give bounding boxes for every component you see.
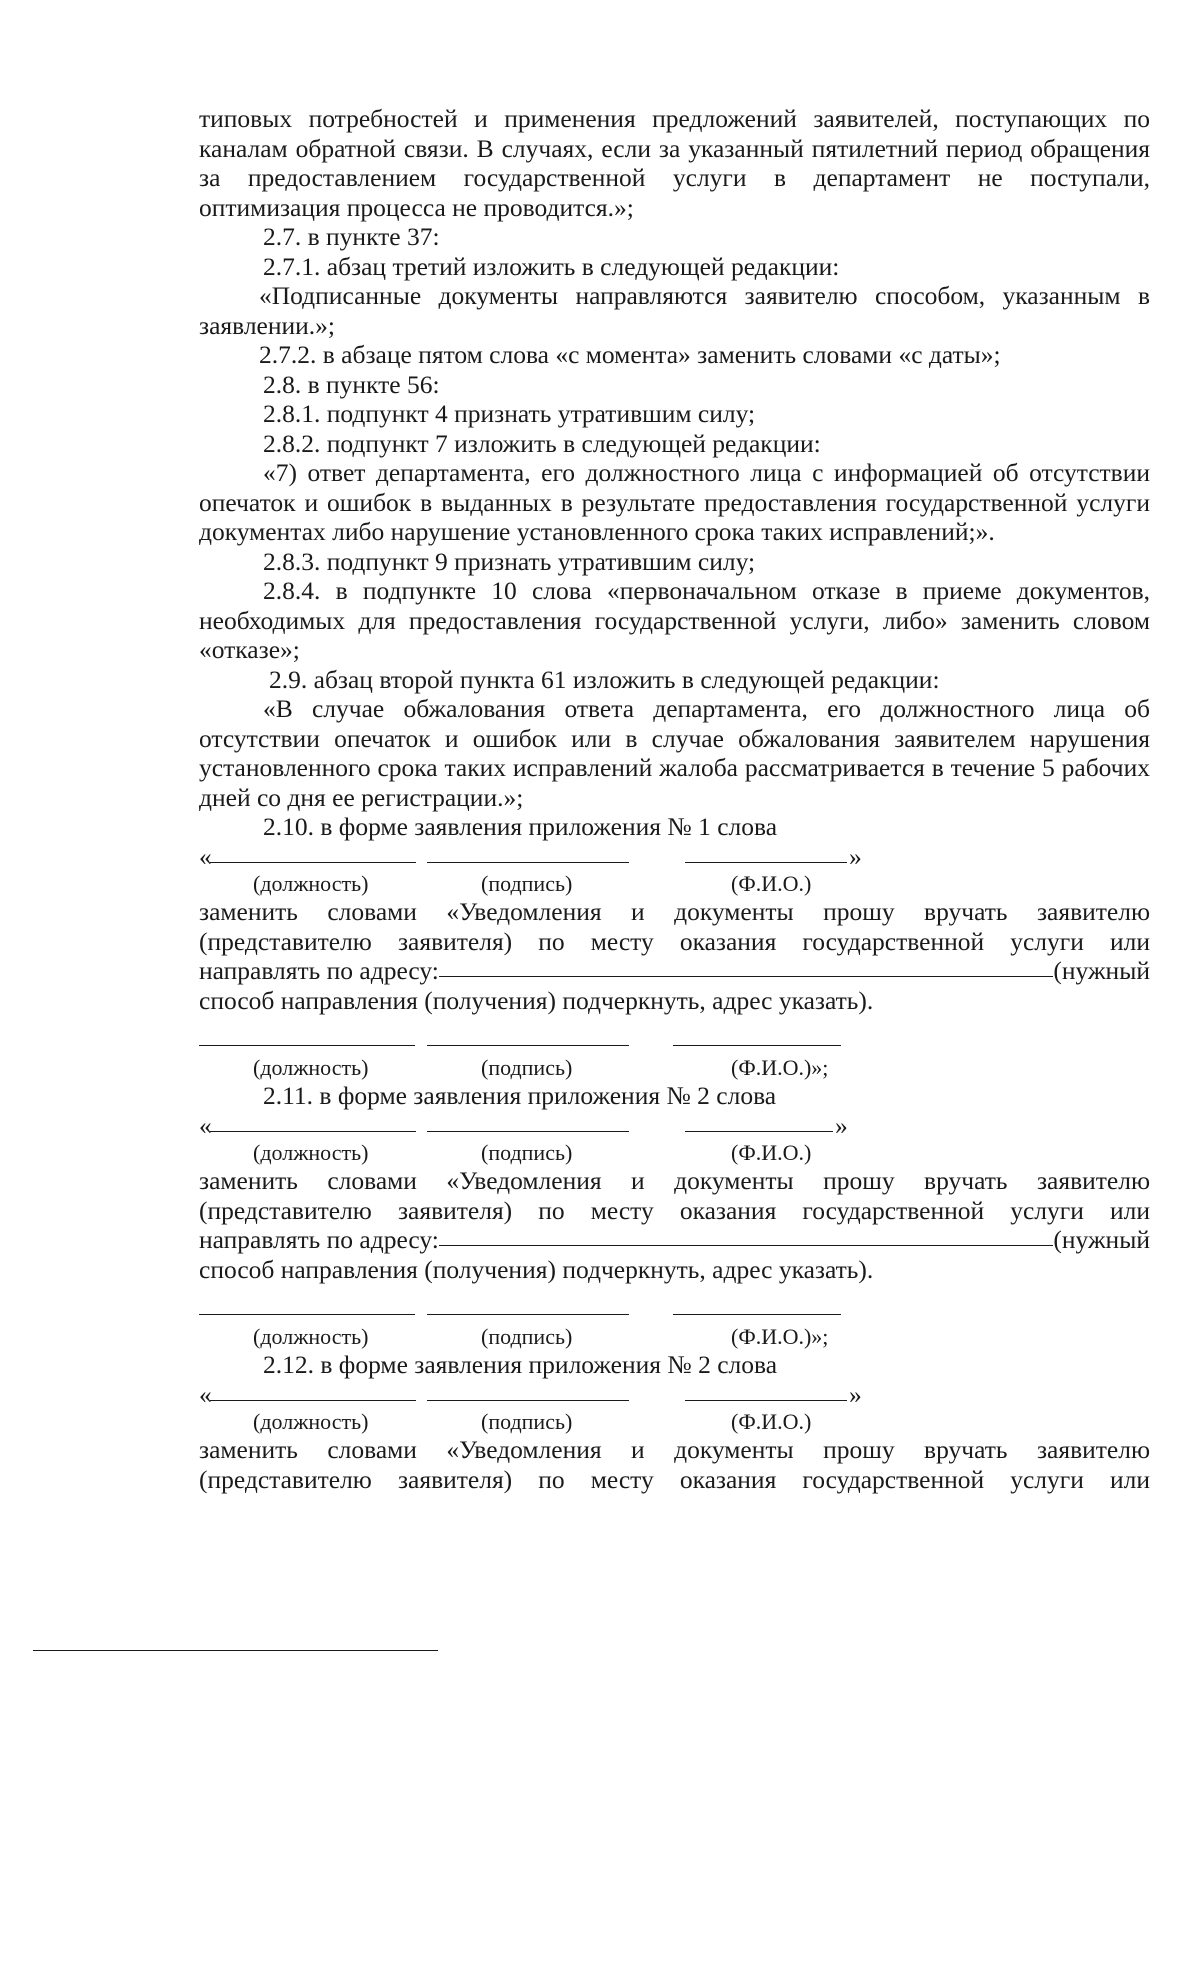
fio-blank-line: [685, 1400, 847, 1401]
document-page: [199, 104, 1150, 1494]
item-2-7-1-text: «Подписанные документы направляются заявителю способом, указанным в заявлении.»;: [199, 281, 1150, 340]
address-suffix: (нужный: [1053, 1225, 1150, 1254]
signature-caption-row: [199, 1055, 1150, 1081]
signature-blank-line: [427, 1314, 629, 1315]
signature-blank-line: [427, 1400, 629, 1401]
fio-blank-line: [685, 1131, 833, 1132]
address-line: [199, 1225, 1150, 1255]
address-line: [199, 956, 1150, 986]
signature-caption: (подпись): [481, 1409, 573, 1434]
footnote-separator-rule: [33, 1650, 438, 1651]
item-2-12: 2.12. в форме заявления приложения № 2 слова: [263, 1350, 778, 1379]
position-blank-line: [210, 1131, 416, 1132]
replace-text: заменить словами «Уведомления и документы прошу вручать заявителю (представителю заявителя) по месту оказания государственной услуги или: [199, 1166, 1150, 1225]
position-caption: (должность): [253, 1409, 369, 1434]
signature-caption-row: [199, 871, 1150, 897]
signature-caption-row: [199, 1140, 1150, 1166]
item-2-10: 2.10. в форме заявления приложения № 1 слова: [263, 812, 778, 841]
address-suffix: (нужный: [1053, 956, 1150, 985]
item-2-7-2: 2.7.2. в абзаце пятом слова «с момента» заменить словами «с даты»;: [259, 340, 1001, 369]
signature-line-row: [199, 1380, 1150, 1410]
fio-blank-line: [673, 1045, 841, 1046]
signature-blank-line: [427, 862, 629, 863]
position-blank-line: [199, 1045, 415, 1046]
fio-blank-line: [673, 1314, 841, 1315]
item-2-7: 2.7. в пункте 37:: [263, 222, 440, 251]
replace-text: заменить словами «Уведомления и документы прошу вручать заявителю (представителю заявителя) по месту оказания государственной услуги или: [199, 1435, 1150, 1494]
method-note: способ направления (получения) подчеркнуть, адрес указать).: [199, 1254, 874, 1284]
method-note: способ направления (получения) подчеркнуть, адрес указать).: [199, 985, 874, 1015]
quote-close: »: [835, 1110, 848, 1140]
item-2-9-text: «В случае обжалования ответа департамента, его должностного лица об отсутствии опечаток и ошибок или в случае обжалования заявителем нарушения установленного срока таких исправлений жалоба рассматривается в течение 5 рабочих дней со дня ее регистрации.»;: [199, 694, 1150, 812]
signature-line-row: [199, 1015, 1150, 1055]
signature-line-row: [199, 1111, 1150, 1141]
item-2-8-2-text: «7) ответ департамента, его должностного лица с информацией об отсутствии опечаток и ошибок в выданных в результате предоставления государственной услуги документах либо нарушение установленного срока таких исправлений;».: [199, 458, 1150, 546]
position-blank-line: [199, 1314, 415, 1315]
address-prefix: направлять по адресу:: [199, 956, 439, 985]
position-caption: (должность): [253, 1140, 369, 1165]
paragraph-continuation: типовых потребностей и применения предложений заявителей, поступающих по каналам обратной связи. В случаях, если за указанный пятилетний период обращения за предоставлением государственной услуги в департамент не поступали, оптимизация процесса не проводится.»;: [199, 104, 1150, 222]
address-blank-line: [439, 1225, 1053, 1246]
fio-caption: (Ф.И.О.)»;: [731, 1324, 829, 1349]
signature-blank-line: [427, 1045, 629, 1046]
signature-caption-row: [199, 1409, 1150, 1435]
fio-caption: (Ф.И.О.): [731, 871, 812, 896]
position-caption: (должность): [253, 871, 369, 896]
item-2-7-1: 2.7.1. абзац третий изложить в следующей редакции:: [263, 251, 840, 281]
quote-open: «: [199, 1110, 212, 1140]
signature-caption: (подпись): [481, 1055, 573, 1080]
fio-caption: (Ф.И.О.): [731, 1140, 812, 1165]
item-2-8-4: 2.8.4. в подпункте 10 слова «первоначальном отказе в приеме документов, необходимых для предоставления государственной услуги, либо» заменить словом «отказе»;: [199, 576, 1150, 664]
replace-text: заменить словами «Уведомления и документы прошу вручать заявителю (представителю заявителя) по месту оказания государственной услуги или: [199, 897, 1150, 956]
position-blank-line: [210, 862, 416, 863]
signature-caption: (подпись): [481, 1140, 573, 1165]
item-2-8-3: 2.8.3. подпункт 9 признать утратившим силу;: [263, 546, 756, 576]
item-2-9: 2.9. абзац второй пункта 61 изложить в следующей редакции:: [269, 664, 940, 694]
signature-caption-row: [199, 1324, 1150, 1350]
position-caption: (должность): [253, 1055, 369, 1080]
signature-line-row: [199, 1284, 1150, 1324]
position-blank-line: [210, 1400, 416, 1401]
item-2-8: 2.8. в пункте 56:: [263, 369, 440, 399]
quote-close: »: [849, 1379, 862, 1409]
signature-line-row: [199, 842, 1150, 872]
item-2-8-2: 2.8.2. подпункт 7 изложить в следующей редакции:: [263, 428, 821, 458]
signature-blank-line: [427, 1131, 629, 1132]
item-2-8-1: 2.8.1. подпункт 4 признать утратившим силу;: [263, 399, 756, 428]
position-caption: (должность): [253, 1324, 369, 1349]
address-blank-line: [439, 956, 1053, 977]
fio-caption: (Ф.И.О.)»;: [731, 1055, 829, 1080]
item-2-11: 2.11. в форме заявления приложения № 2 слова: [263, 1081, 777, 1110]
address-prefix: направлять по адресу:: [199, 1225, 439, 1254]
quote-close: »: [849, 841, 862, 871]
quote-open: «: [199, 841, 212, 871]
signature-caption: (подпись): [481, 871, 573, 896]
fio-blank-line: [685, 862, 847, 863]
quote-open: «: [199, 1379, 212, 1409]
fio-caption: (Ф.И.О.): [731, 1409, 812, 1434]
signature-caption: (подпись): [481, 1324, 573, 1349]
